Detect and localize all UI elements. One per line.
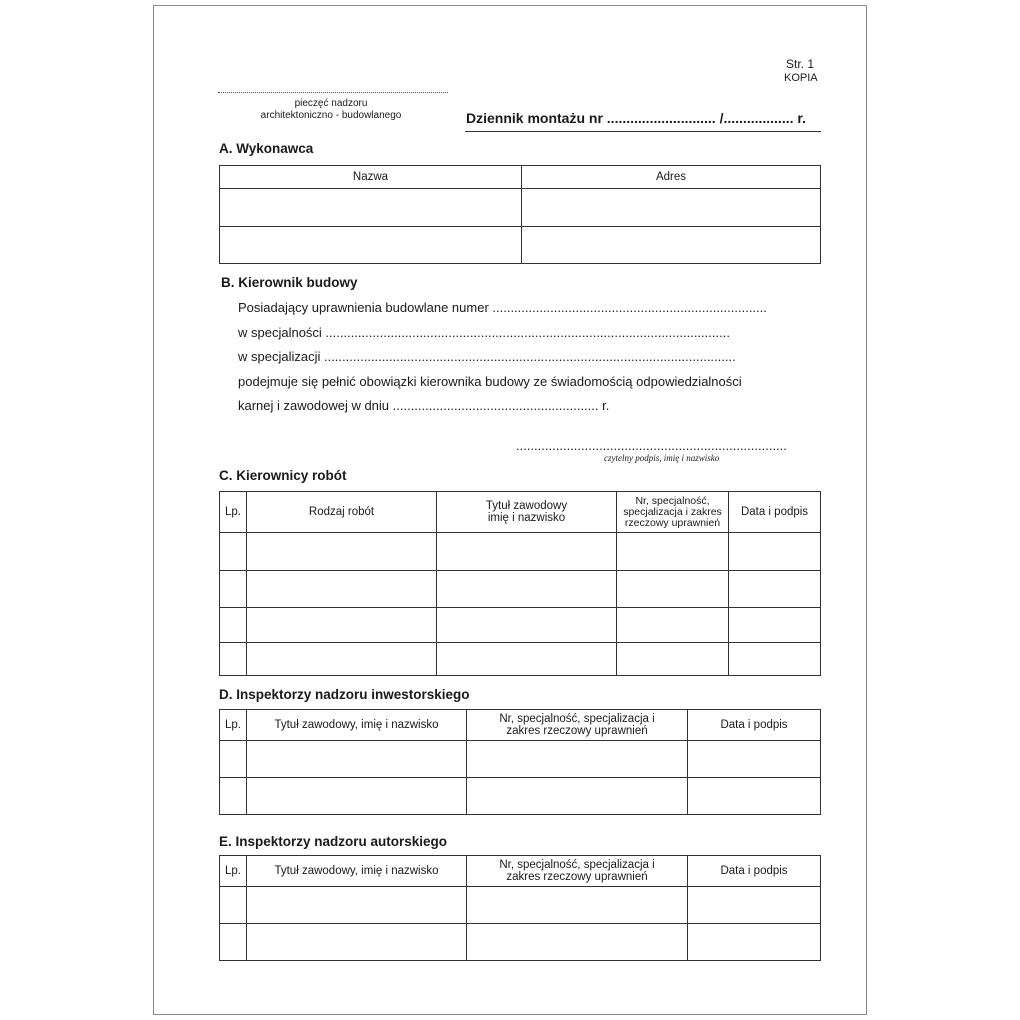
header-text-line: Tytuł zawodowy [485, 500, 568, 512]
column-header-name: Nazwa [220, 166, 522, 189]
column-header-date-signature: Data i podpis [688, 856, 821, 887]
author-inspectors-table [219, 855, 821, 961]
table-row [220, 887, 821, 924]
column-header-lp: Lp. [220, 856, 247, 887]
table-cell[interactable] [688, 778, 821, 815]
header-text-line: Nr, specjalność, [635, 494, 710, 507]
table-cell[interactable] [220, 643, 247, 676]
column-header-title-name: Tytuł zawodowy, imię i nazwisko [247, 710, 467, 741]
table-cell[interactable] [220, 571, 247, 608]
table-row [220, 643, 821, 676]
table-cell[interactable] [247, 608, 437, 643]
copy-label: KOPIA [784, 72, 818, 84]
page-number: Str. 1 [786, 57, 815, 71]
table-row [220, 741, 821, 778]
table-cell[interactable] [437, 643, 617, 676]
signature-line[interactable]: ........................................................................... [516, 438, 787, 453]
specialization-line[interactable]: w specjalizacji .................................................................................................................. [238, 349, 736, 364]
table-cell[interactable] [220, 778, 247, 815]
column-header-title-name [437, 492, 617, 533]
document-title: Dziennik montażu nr ............................ /.................. r. [466, 110, 806, 126]
table-row [220, 924, 821, 961]
header-text-line: zakres rzeczowy uprawnień [506, 871, 648, 883]
section-a-heading: A. Wykonawca [219, 141, 314, 156]
section-b-heading: B. Kierownik budowy [221, 275, 358, 290]
signature-caption: czytelny podpis, imię i nazwisko [604, 453, 720, 463]
specialty-line[interactable]: w specjalności ................................................................................................................ [238, 325, 730, 340]
stamp-label-line2: architektoniczno - budowlanego [260, 110, 402, 121]
table-cell[interactable] [467, 924, 688, 961]
table-cell[interactable] [688, 741, 821, 778]
table-cell[interactable] [247, 924, 467, 961]
column-header-license [617, 492, 729, 533]
table-cell[interactable] [617, 533, 729, 571]
table-cell[interactable] [617, 571, 729, 608]
header-text-line: zakres rzeczowy uprawnień [506, 725, 648, 737]
table-row [220, 778, 821, 815]
section-e-heading: E. Inspektorzy nadzoru autorskiego [219, 834, 448, 849]
table-row [220, 189, 821, 227]
license-number-line[interactable]: Posiadający uprawnienia budowlane numer ............................................................................ [238, 300, 767, 315]
table-cell[interactable] [220, 608, 247, 643]
column-header-license [467, 856, 688, 887]
column-header-lp: Lp. [220, 710, 247, 741]
table-cell[interactable] [247, 643, 437, 676]
work-managers-table [219, 491, 821, 676]
table-cell[interactable] [247, 741, 467, 778]
table-cell[interactable] [467, 778, 688, 815]
table-cell[interactable] [247, 778, 467, 815]
table-cell[interactable] [729, 533, 821, 571]
table-cell[interactable] [437, 533, 617, 571]
table-cell[interactable] [247, 887, 467, 924]
table-cell[interactable] [437, 608, 617, 643]
address-cell[interactable] [522, 227, 821, 264]
table-cell[interactable] [220, 924, 247, 961]
header-text-line: imię i nazwisko [487, 512, 566, 524]
stamp-label-line1: pieczęć nadzoru [294, 98, 368, 109]
table-cell[interactable] [729, 643, 821, 676]
name-cell[interactable] [220, 189, 522, 227]
table-row [220, 227, 821, 264]
header-text-line: rzeczowy uprawnień [624, 516, 721, 529]
title-underline [465, 131, 821, 132]
header-text-line: Nr, specjalność, specjalizacja i [499, 713, 655, 725]
column-header-license [467, 710, 688, 741]
contractor-table [219, 165, 821, 264]
table-cell[interactable] [247, 533, 437, 571]
name-cell[interactable] [220, 227, 522, 264]
column-header-lp: Lp. [220, 492, 247, 533]
table-cell[interactable] [220, 741, 247, 778]
table-cell[interactable] [729, 608, 821, 643]
table-cell[interactable] [437, 571, 617, 608]
section-c-heading: C. Kierownicy robót [219, 468, 347, 483]
duties-statement: podejmuje się pełnić obowiązki kierownika budowy ze świadomością odpowiedzialności [238, 374, 742, 389]
column-header-date-signature: Data i podpis [688, 710, 821, 741]
section-d-heading: D. Inspektorzy nadzoru inwestorskiego [219, 687, 470, 702]
column-header-title-name: Tytuł zawodowy, imię i nazwisko [247, 856, 467, 887]
table-cell[interactable] [617, 608, 729, 643]
column-header-date-signature: Data i podpis [729, 492, 821, 533]
table-cell[interactable] [467, 887, 688, 924]
table-cell[interactable] [247, 571, 437, 608]
stamp-dotted-line [218, 92, 448, 93]
table-row [220, 608, 821, 643]
stamp-label [218, 98, 444, 122]
column-header-work-type: Rodzaj robót [247, 492, 437, 533]
investor-inspectors-table [219, 709, 821, 815]
table-row [220, 571, 821, 608]
column-header-address: Adres [522, 166, 821, 189]
table-cell[interactable] [467, 741, 688, 778]
address-cell[interactable] [522, 189, 821, 227]
table-cell[interactable] [617, 643, 729, 676]
header-text-line: specjalizacja i zakres [623, 505, 722, 518]
table-cell[interactable] [220, 887, 247, 924]
table-row [220, 533, 821, 571]
header-text-line: Nr, specjalność, specjalizacja i [499, 859, 655, 871]
date-line[interactable]: karnej i zawodowej w dniu ......................................................... r. [238, 398, 610, 413]
table-cell[interactable] [688, 924, 821, 961]
table-cell[interactable] [220, 533, 247, 571]
table-cell[interactable] [688, 887, 821, 924]
table-cell[interactable] [729, 571, 821, 608]
